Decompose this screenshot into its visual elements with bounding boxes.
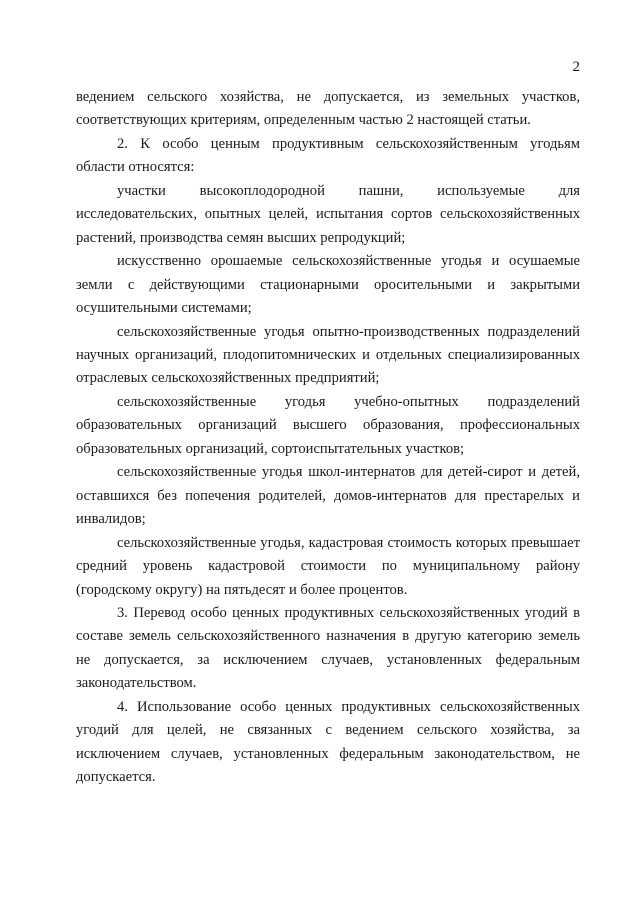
paragraph-list-item-4: сельскохозяйственные угодья учебно-опытных подразделений образовательных организаций высшего образования, профессиональных образовательных организаций, сортоиспытательных участков; <box>76 393 580 457</box>
page-number: 2 <box>572 59 580 75</box>
paragraph-continuation: ведением сельского хозяйства, не допускается, из земельных участков, соответствующих критериям, определенным частью 2 настоящей статьи. <box>76 89 580 129</box>
paragraph-list-item-2: искусственно орошаемые сельскохозяйственные угодья и осушаемые земли с действующими стационарными оросительными и закрытыми осушительными системами; <box>76 253 580 317</box>
paragraph-clause-2: 2. К особо ценным продуктивным сельскохозяйственным угодьям области относятся: <box>76 135 580 176</box>
paragraph-list-item-3: сельскохозяйственные угодья опытно-производственных подразделений научных организаций, плодопитомнических и отдельных специализированных отраслевых сельскохозяйственных предприятий; <box>76 323 580 387</box>
paragraph-clause-4: 4. Использование особо ценных продуктивных сельскохозяйственных угодий для целей, не связанных с ведением сельского хозяйства, за исключением случаев, установленных федеральным законодательством, не допускается. <box>76 698 580 786</box>
paragraph-list-item-6: сельскохозяйственные угодья, кадастровая стоимость которых превышает средний уровень кадастровой стоимости по муниципальному району (городскому округу) на пятьдесят и более процентов. <box>76 534 580 598</box>
document-body <box>76 86 580 790</box>
paragraph-list-item-5: сельскохозяйственные угодья школ-интернатов для детей-сирот и детей, оставшихся без попечения родителей, домов-интернатов для престарелых и инвалидов; <box>76 464 580 528</box>
paragraph-list-item-1: участки высокоплодородной пашни, используемые для исследовательских, опытных целей, испытания сортов сельскохозяйственных растений, производства семян высших репродукций; <box>76 182 580 246</box>
paragraph-clause-3: 3. Перевод особо ценных продуктивных сельскохозяйственных угодий в составе земель сельскохозяйственного назначения в другую категорию земель не допускается, за исключением случаев, установленных федеральным законодательством. <box>76 604 580 692</box>
